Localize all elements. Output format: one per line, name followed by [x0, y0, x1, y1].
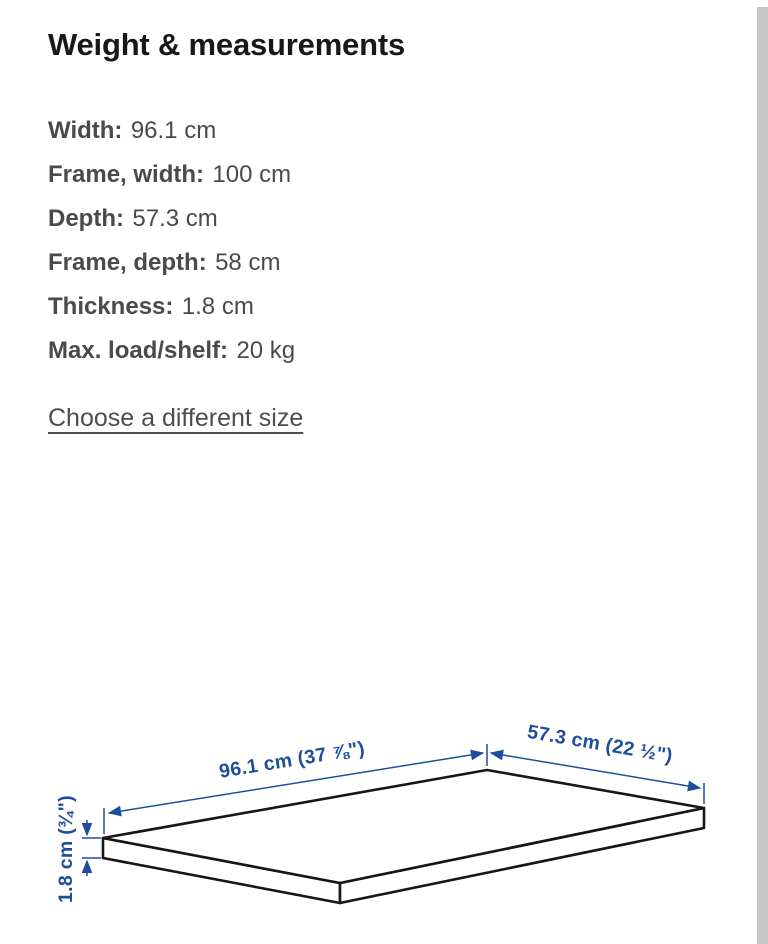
- measurement-label: Frame, depth:: [48, 248, 207, 276]
- measurement-label: Depth:: [48, 204, 124, 232]
- vertical-scrollbar[interactable]: [757, 7, 768, 944]
- section-title: Weight & measurements: [48, 27, 405, 62]
- content-area: [0, 27, 768, 433]
- product-dimension-diagram: [0, 700, 768, 944]
- measurement-value: 57.3 cm: [132, 204, 218, 232]
- shelf-isometric-drawing: [0, 700, 768, 944]
- measurement-value: 20 kg: [236, 336, 296, 364]
- dimension-label-width: 96.1 cm (37 ⅞"): [217, 737, 367, 783]
- measurement-row-max-load: [48, 329, 720, 373]
- shelf-board-shape: [103, 770, 704, 903]
- measurement-label: Thickness:: [48, 292, 174, 320]
- measurement-row-depth: [48, 197, 720, 241]
- dimension-label-depth: 57.3 cm (22 ½"): [525, 720, 675, 768]
- measurement-value: 96.1 cm: [130, 116, 217, 144]
- measurements-list: [48, 109, 720, 373]
- dimension-label-thickness: 1.8 cm (¾"): [55, 795, 77, 903]
- measurement-label: Frame, width:: [48, 160, 205, 188]
- measurement-row-frame-depth: [48, 241, 720, 285]
- measurement-row-thickness: [48, 285, 720, 329]
- measurement-row-frame-width: [48, 153, 720, 197]
- measurement-label: Width:: [48, 116, 123, 144]
- measurement-label: Max. load/shelf:: [48, 336, 229, 364]
- measurement-value: 58 cm: [215, 248, 281, 276]
- measurement-value: 1.8 cm: [181, 292, 254, 320]
- choose-different-size-link[interactable]: Choose a different size: [48, 403, 304, 432]
- measurement-row-width: [48, 109, 720, 153]
- measurement-value: 100 cm: [212, 160, 292, 188]
